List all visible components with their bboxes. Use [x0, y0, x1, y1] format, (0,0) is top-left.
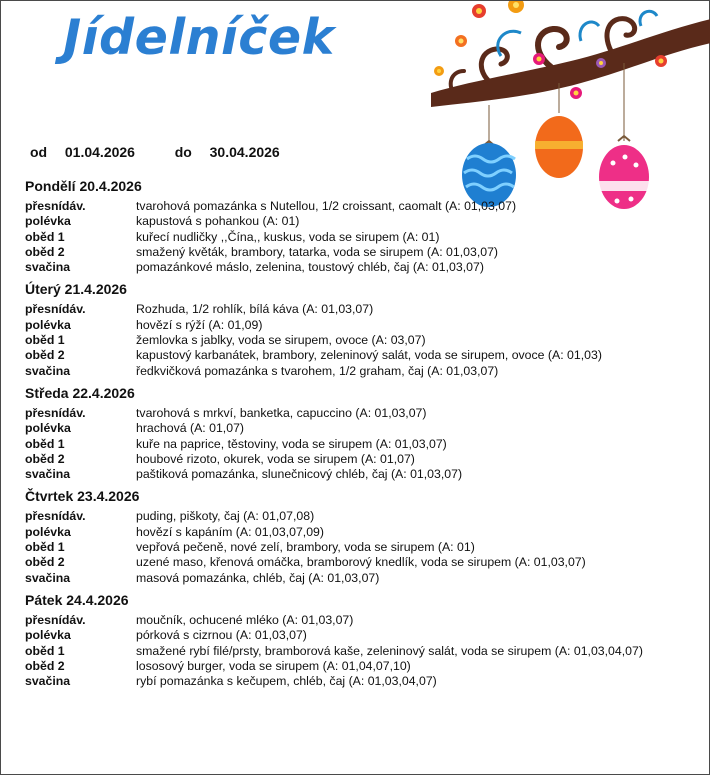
meal-text: kuře na paprice, těstoviny, voda se sirupem (A: 01,03,07)	[136, 436, 447, 451]
meal-row	[25, 318, 675, 333]
meal-text: žemlovka s jablky, voda se sirupem, ovoce (A: 03,07)	[136, 333, 426, 348]
meal-label: oběd 2	[25, 244, 65, 259]
meal-text: uzené maso, křenová omáčka, bramborový knedlík, voda se sirupem (A: 01,03,07)	[136, 555, 586, 570]
meal-label: polévka	[25, 524, 71, 539]
meal-label: oběd 2	[25, 451, 65, 466]
meal-text: vepřová pečeně, nové zelí, brambory, voda se sirupem (A: 01)	[136, 540, 475, 555]
meal-row	[25, 364, 675, 379]
meal-row	[25, 406, 675, 421]
day-wednesday	[25, 385, 675, 482]
meal-row	[25, 555, 675, 570]
meal-text: tvarohová pomazánka s Nutellou, 1/2 croissant, caomalt (A: 01,03,07)	[136, 199, 517, 213]
meal-row	[25, 214, 675, 229]
from-label: od	[30, 144, 48, 160]
meal-text: houbové rizoto, okurek, voda se sirupem (A: 01,07)	[136, 451, 415, 466]
meal-label: přesnídáv.	[25, 509, 86, 524]
meal-label: oběd 2	[25, 555, 65, 570]
meal-text: smažený květák, brambory, tatarka, voda se sirupem (A: 01,03,07)	[136, 244, 499, 259]
meal-label: přesnídáv.	[25, 612, 86, 627]
meal-text: kapustový karbanátek, brambory, zeleninový salát, voda se sirupem, ovoce (A: 01,03)	[136, 348, 602, 363]
meal-label: polévka	[25, 317, 71, 332]
to-label: do	[174, 144, 192, 160]
meal-label: oběd 2	[25, 658, 65, 673]
meal-label: svačina	[25, 570, 71, 585]
from-date: 01.04.2026	[64, 144, 135, 160]
meal-label: svačina	[25, 674, 71, 689]
meal-row	[25, 333, 675, 348]
day-tuesday	[25, 281, 675, 378]
meal-label: přesnídáv.	[25, 199, 86, 213]
meal-row	[25, 525, 675, 540]
meal-text: pórková s cizrnou (A: 01,03,07)	[136, 628, 307, 643]
meal-label: přesnídáv.	[25, 405, 86, 420]
date-range	[30, 144, 280, 160]
day-title: Pátek 24.4.2026	[25, 591, 129, 608]
meal-text: kuřecí nudličky ,,Čína,, kuskus, voda se sirupem (A: 01)	[136, 229, 440, 244]
meal-text: tvarohová s mrkví, banketka, capuccino (A: 01,03,07)	[136, 405, 427, 420]
meal-row	[25, 421, 675, 436]
meal-label: oběd 1	[25, 540, 65, 555]
meal-text: masová pomazánka, chléb, čaj (A: 01,03,07)	[136, 570, 380, 585]
to-date: 30.04.2026	[209, 144, 280, 160]
meal-text: hovězí s kapáním (A: 01,03,07,09)	[136, 524, 324, 539]
meal-row	[25, 628, 675, 643]
meal-row	[25, 199, 675, 214]
meal-label: svačina	[25, 467, 71, 482]
meal-row	[25, 452, 675, 467]
day-friday	[25, 592, 675, 689]
meal-row	[25, 467, 675, 482]
meal-text: hovězí s rýží (A: 01,09)	[136, 317, 263, 332]
day-title: Pondělí 20.4.2026	[25, 178, 142, 194]
meal-text: smažené rybí filé/prsty, bramborová kaše, zeleninový salát, voda se sirupem (A: 01,03,04,07)	[136, 643, 643, 658]
meal-text: rybí pomazánka s kečupem, chléb, čaj (A: 01,03,04,07)	[136, 674, 437, 689]
meal-label: oběd 1	[25, 229, 65, 244]
meal-row	[25, 348, 675, 363]
meal-row	[25, 540, 675, 555]
meal-row	[25, 230, 675, 245]
meal-row	[25, 260, 675, 275]
meal-label: přesnídáv.	[25, 302, 86, 317]
meal-text: paštiková pomazánka, slunečnicový chléb, čaj (A: 01,03,07)	[136, 467, 463, 482]
meal-text: pomazánkové máslo, zelenina, toustový chléb, čaj (A: 01,03,07)	[136, 260, 484, 275]
meal-label: oběd 1	[25, 333, 65, 348]
meal-label: polévka	[25, 628, 71, 643]
meal-text: lososový burger, voda se sirupem (A: 01,04,07,10)	[136, 658, 411, 673]
meal-label: oběd 2	[25, 348, 65, 363]
day-title: Středa 22.4.2026	[25, 384, 135, 401]
meal-text: ředkvičková pomazánka s tvarohem, 1/2 graham, čaj (A: 01,03,07)	[136, 363, 499, 378]
meal-label: polévka	[25, 421, 71, 436]
day-thursday	[25, 488, 675, 585]
meal-label: svačina	[25, 260, 71, 275]
meal-text: kapustová s pohankou (A: 01)	[136, 214, 300, 229]
meal-text: moučník, ochucené mléko (A: 01,03,07)	[136, 612, 354, 627]
day-monday	[25, 178, 675, 275]
meal-label: oběd 1	[25, 643, 65, 658]
meal-row	[25, 674, 675, 689]
meal-row	[25, 571, 675, 586]
meal-row	[25, 245, 675, 260]
meal-text: hrachová (A: 01,07)	[136, 421, 245, 436]
meal-row	[25, 509, 675, 524]
day-title: Úterý 21.4.2026	[25, 281, 127, 298]
meal-label: polévka	[25, 214, 71, 229]
meal-label: oběd 1	[25, 436, 65, 451]
meal-row	[25, 302, 675, 317]
page-title: Jídelníček	[63, 9, 335, 66]
meal-text: puding, piškoty, čaj (A: 01,07,08)	[136, 509, 315, 524]
meal-row	[25, 613, 675, 628]
meal-row	[25, 437, 675, 452]
meal-row	[25, 659, 675, 674]
day-title: Čtvrtek 23.4.2026	[25, 488, 140, 505]
meal-row	[25, 644, 675, 659]
meal-label: svačina	[25, 363, 71, 378]
meal-text: Rozhuda, 1/2 rohlík, bílá káva (A: 01,03,07)	[136, 302, 374, 317]
weekly-menu	[25, 178, 675, 695]
